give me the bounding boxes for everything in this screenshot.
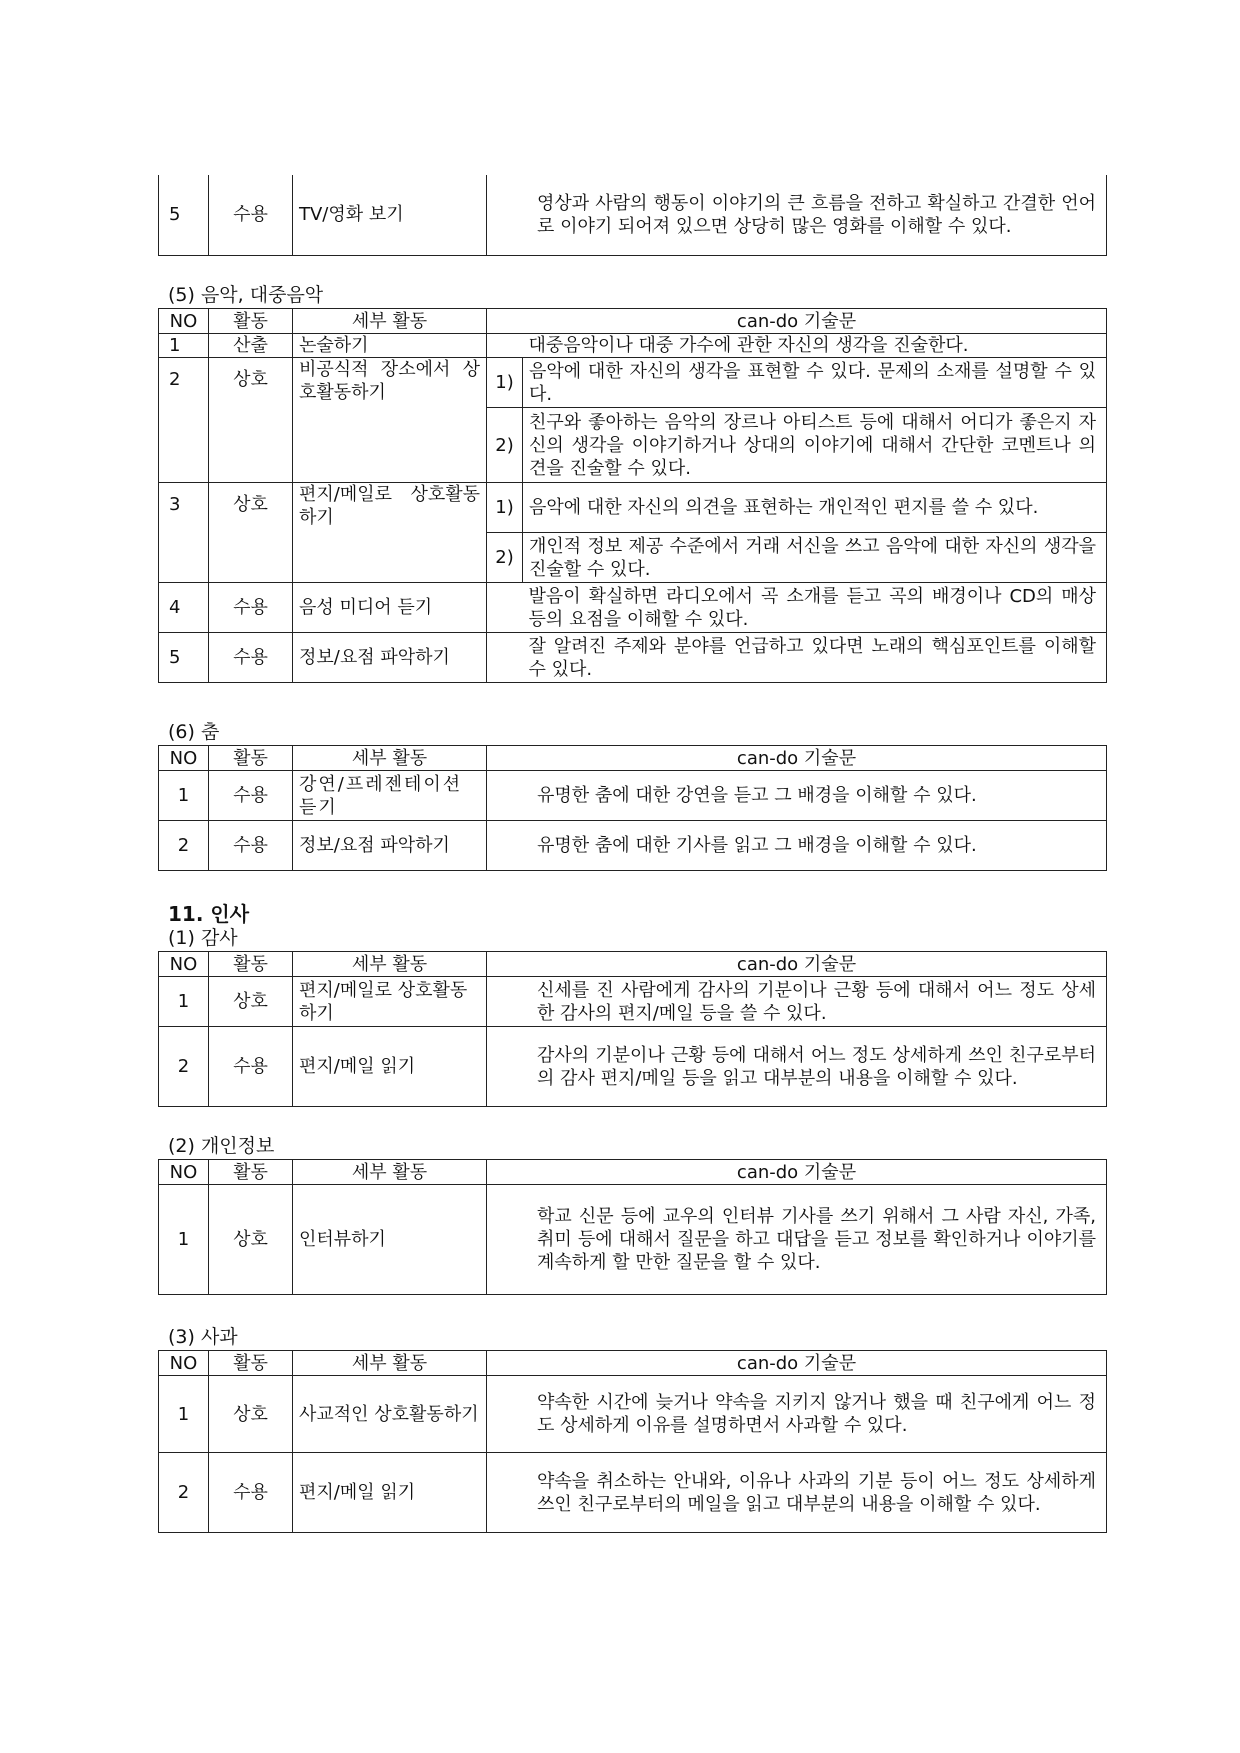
header-cando: can-do 기술문	[487, 1351, 1107, 1376]
header-no: NO	[159, 746, 209, 771]
row-activity: 수용	[209, 175, 293, 255]
row-no: 5	[159, 633, 209, 683]
row-sub: 2)	[487, 533, 523, 583]
section-title-personal: (2) 개인정보	[168, 1135, 275, 1157]
row-cando: 유명한 춤에 대한 기사를 읽고 그 배경을 이해할 수 있다.	[487, 821, 1107, 871]
header-activity: 활동	[209, 309, 293, 334]
row-detail: 정보/요점 파악하기	[293, 821, 487, 871]
row-cando: 유명한 춤에 대한 강연을 듣고 그 배경을 이해할 수 있다.	[487, 771, 1107, 821]
row-no: 1	[159, 1185, 209, 1295]
row-detail: 편지/메일로 상호활동하기	[293, 977, 487, 1027]
table-row	[159, 175, 1107, 255]
row-cando: 발음이 확실하면 라디오에서 곡 소개를 듣고 곡의 배경이나 CD의 매상 등의 요점을 이해할 수 있다.	[523, 583, 1107, 633]
table-row	[159, 821, 1107, 871]
row-sub	[487, 633, 523, 683]
table-apology	[158, 1350, 1107, 1533]
section-title-dance: (6) 춤	[168, 721, 220, 743]
row-detail: 정보/요점 파악하기	[293, 633, 487, 683]
section-title-thanks: (1) 감사	[168, 927, 238, 949]
row-no: 2	[159, 358, 209, 483]
table-row	[159, 1027, 1107, 1107]
row-detail: 논술하기	[293, 334, 487, 358]
header-no: NO	[159, 1160, 209, 1185]
row-cando: 음악에 대한 자신의 의견을 표현하는 개인적인 편지를 쓸 수 있다.	[523, 483, 1107, 533]
row-cando: 약속한 시간에 늦거나 약속을 지키지 않거나 했을 때 친구에게 어느 정도 상세하게 이유를 설명하면서 사과할 수 있다.	[487, 1376, 1107, 1453]
row-activity: 산출	[209, 334, 293, 358]
header-cando: can-do 기술문	[487, 952, 1107, 977]
header-detail: 세부 활동	[293, 746, 487, 771]
row-activity: 수용	[209, 771, 293, 821]
header-cando: can-do 기술문	[487, 309, 1107, 334]
header-activity: 활동	[209, 1351, 293, 1376]
row-no: 2	[159, 1027, 209, 1107]
row-sub: 2)	[487, 408, 523, 483]
header-no: NO	[159, 952, 209, 977]
table-music	[158, 308, 1107, 683]
header-cando: can-do 기술문	[487, 746, 1107, 771]
header-activity: 활동	[209, 952, 293, 977]
row-no: 3	[159, 483, 209, 583]
header-detail: 세부 활동	[293, 309, 487, 334]
header-cando: can-do 기술문	[487, 1160, 1107, 1185]
row-detail: 사교적인 상호활동하기	[293, 1376, 487, 1453]
row-activity: 수용	[209, 821, 293, 871]
section-title-music: (5) 음악, 대중음악	[168, 284, 324, 306]
row-no: 1	[159, 977, 209, 1027]
row-sub: 1)	[487, 483, 523, 533]
row-detail: 편지/메일 읽기	[293, 1453, 487, 1533]
row-no: 5	[159, 175, 209, 255]
row-activity: 수용	[209, 1453, 293, 1533]
table-row	[159, 583, 1107, 633]
table-row	[159, 1185, 1107, 1295]
table-header	[159, 952, 1107, 977]
row-cando: 학교 신문 등에 교우의 인터뷰 기사를 쓰기 위해서 그 사람 자신, 가족, 취미 등에 대해서 질문을 하고 대답을 듣고 정보를 확인하거나 이야기를 계속하게 할 만한 질문을 할 수 있다.	[487, 1185, 1107, 1295]
row-activity: 상호	[209, 1185, 293, 1295]
row-no: 1	[159, 1376, 209, 1453]
table-thanks	[158, 951, 1107, 1107]
row-sub: 1)	[487, 358, 523, 408]
table-row	[159, 771, 1107, 821]
header-activity: 활동	[209, 1160, 293, 1185]
row-no: 2	[159, 821, 209, 871]
table-row	[159, 1453, 1107, 1533]
row-no: 4	[159, 583, 209, 633]
row-detail: 음성 미디어 듣기	[293, 583, 487, 633]
row-cando: 친구와 좋아하는 음악의 장르나 아티스트 등에 대해서 어디가 좋은지 자신의 생각을 이야기하거나 상대의 이야기에 대해서 간단한 코멘트나 의견을 진술할 수 있다.	[523, 408, 1107, 483]
row-cando: 음악에 대한 자신의 생각을 표현할 수 있다. 문제의 소재를 설명할 수 있다.	[523, 358, 1107, 408]
table-header	[159, 746, 1107, 771]
row-detail: 강연/프레젠테이션듣기	[293, 771, 487, 821]
row-sub	[487, 334, 523, 358]
table-row	[159, 633, 1107, 683]
row-activity: 수용	[209, 583, 293, 633]
table-row	[159, 358, 1107, 408]
header-detail: 세부 활동	[293, 952, 487, 977]
row-detail: 비공식적 장소에서 상호활동하기	[293, 358, 487, 483]
row-cando: 대중음악이나 대중 가수에 관한 자신의 생각을 진술한다.	[523, 334, 1107, 358]
table-personal	[158, 1159, 1107, 1295]
row-no: 2	[159, 1453, 209, 1533]
row-cando: 개인적 정보 제공 수준에서 거래 서신을 쓰고 음악에 대한 자신의 생각을 진술할 수 있다.	[523, 533, 1107, 583]
row-activity: 수용	[209, 633, 293, 683]
header-no: NO	[159, 309, 209, 334]
row-detail: TV/영화 보기	[293, 175, 487, 255]
header-activity: 활동	[209, 746, 293, 771]
row-cando: 신세를 진 사람에게 감사의 기분이나 근황 등에 대해서 어느 정도 상세한 감사의 편지/메일 등을 쓸 수 있다.	[487, 977, 1107, 1027]
section-heading-11: 11. 인사	[168, 902, 250, 926]
header-no: NO	[159, 1351, 209, 1376]
row-cando: 잘 알려진 주제와 분야를 언급하고 있다면 노래의 핵심포인트를 이해할 수 있다.	[523, 633, 1107, 683]
header-detail: 세부 활동	[293, 1160, 487, 1185]
row-cando: 감사의 기분이나 근황 등에 대해서 어느 정도 상세하게 쓰인 친구로부터의 감사 편지/메일 등을 읽고 대부분의 내용을 이해할 수 있다.	[487, 1027, 1107, 1107]
row-no: 1	[159, 771, 209, 821]
row-detail: 편지/메일 읽기	[293, 1027, 487, 1107]
row-detail: 인터뷰하기	[293, 1185, 487, 1295]
header-detail: 세부 활동	[293, 1351, 487, 1376]
table-header	[159, 1160, 1107, 1185]
row-activity: 상호	[209, 977, 293, 1027]
table-row	[159, 1376, 1107, 1453]
section-title-apology: (3) 사과	[168, 1326, 238, 1348]
row-activity: 수용	[209, 1027, 293, 1107]
table-header	[159, 309, 1107, 334]
row-activity: 상호	[209, 1376, 293, 1453]
table-header	[159, 1351, 1107, 1376]
table-row	[159, 977, 1107, 1027]
row-cando: 약속을 취소하는 안내와, 이유나 사과의 기분 등이 어느 정도 상세하게 쓰인 친구로부터의 메일을 읽고 대부분의 내용을 이해할 수 있다.	[487, 1453, 1107, 1533]
table-row	[159, 334, 1107, 358]
row-no: 1	[159, 334, 209, 358]
table-dance	[158, 745, 1107, 871]
row-activity: 상호	[209, 483, 293, 583]
table-continuation	[158, 175, 1107, 256]
row-cando: 영상과 사람의 행동이 이야기의 큰 흐름을 전하고 확실하고 간결한 언어로 이야기 되어져 있으면 상당히 많은 영화를 이해할 수 있다.	[487, 175, 1107, 255]
table-row	[159, 483, 1107, 533]
row-sub	[487, 583, 523, 633]
row-detail: 편지/메일로 상호활동하기	[293, 483, 487, 583]
row-activity: 상호	[209, 358, 293, 483]
